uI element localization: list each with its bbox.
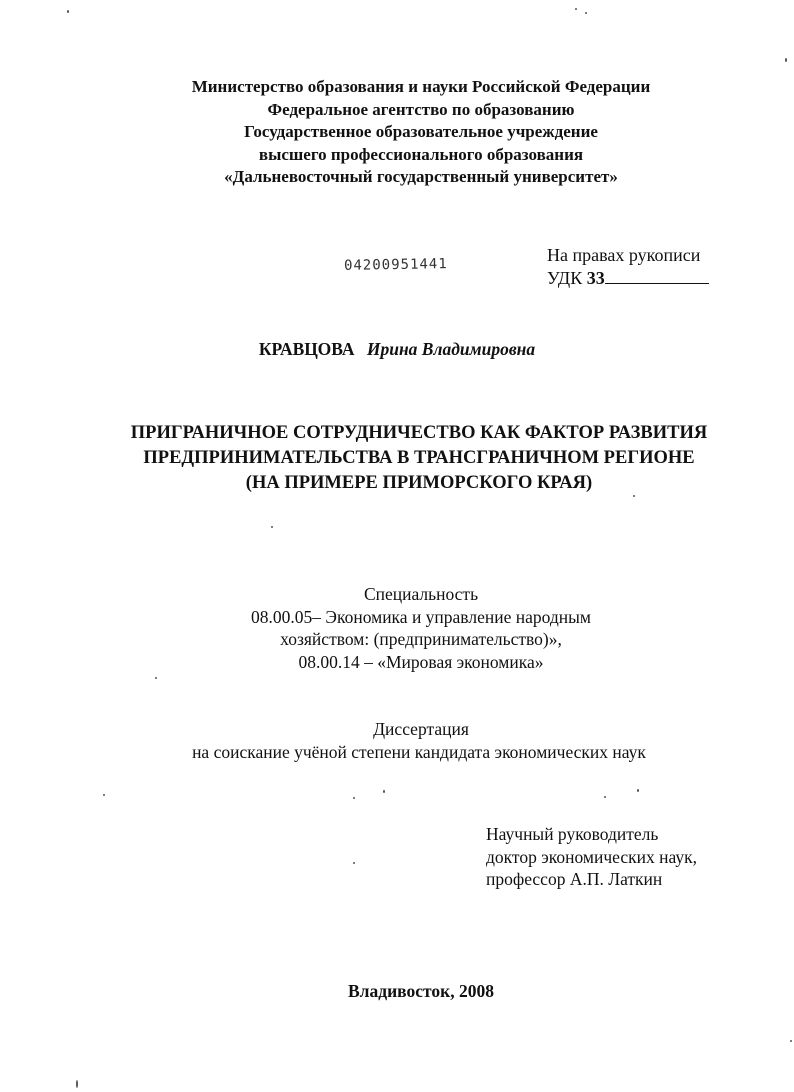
title-line-1: ПРИГРАНИЧНОЕ СОТРУДНИЧЕСТВО КАК ФАКТОР РАЗВИТИЯ <box>130 423 708 443</box>
scan-speck <box>604 796 606 798</box>
author-given-names: Ирина Владимировна <box>366 339 536 359</box>
scan-speck <box>575 8 577 10</box>
specialty-line-1: 08.00.05– Экономика и управление народным <box>251 606 591 627</box>
header-line-agency: Федеральное агентство по образованию <box>267 99 575 119</box>
scan-speck <box>633 495 635 497</box>
author-surname: КРАВЦОВА <box>258 339 355 359</box>
footer-place-year: Владивосток, 2008 <box>348 981 494 1001</box>
rights-label: На правах рукописи <box>547 245 701 265</box>
scientific-advisor <box>486 823 697 891</box>
specialty-line-3: 08.00.14 – «Мировая экономика» <box>298 651 544 672</box>
header-line-education-level: высшего профессионального образования <box>258 144 584 164</box>
scan-speck <box>585 12 587 14</box>
scan-speck <box>67 10 69 13</box>
udk-number: 33 <box>586 268 605 288</box>
institution-header <box>0 76 794 189</box>
advisor-role: Научный руководитель <box>486 824 659 844</box>
scan-speck <box>155 677 157 679</box>
inventory-number: 04200951441 <box>343 256 448 274</box>
header-line-ministry: Министерство образования и науки Российской Федерации <box>191 77 651 96</box>
scan-speck <box>637 789 639 792</box>
header-line-institution-type: Государственное образовательное учреждение <box>244 122 598 141</box>
scan-speck <box>353 862 355 864</box>
scan-speck <box>103 794 105 796</box>
advisor-name: профессор А.П. Латкин <box>486 869 663 889</box>
specialty-line-2: хозяйством: (предпринимательство)», <box>280 629 562 649</box>
udk-line <box>547 267 709 290</box>
specialty-block <box>0 583 794 673</box>
title-line-3: (НА ПРИМЕРЕ ПРИМОРСКОГО КРАЯ) <box>245 473 593 493</box>
specialty-heading: Специальность <box>363 584 479 604</box>
manuscript-rights <box>547 244 709 290</box>
dissertation-title <box>0 421 794 496</box>
place-and-year <box>0 981 794 1002</box>
scan-speck <box>383 790 385 793</box>
udk-blank-line <box>605 268 709 284</box>
udk-label: УДК <box>547 268 583 288</box>
scan-speck <box>785 58 787 62</box>
scan-speck <box>353 797 355 799</box>
author-name <box>0 339 794 360</box>
dissertation-block <box>0 718 794 763</box>
advisor-degree: доктор экономических наук, <box>486 846 697 867</box>
header-line-university: «Дальневосточный государственный университет» <box>224 167 618 186</box>
title-line-2: ПРЕДПРИНИМАТЕЛЬСТВА В ТРАНСГРАНИЧНОМ РЕГИОНЕ <box>143 448 695 468</box>
scan-speck <box>76 1080 78 1088</box>
scan-speck <box>271 526 273 528</box>
dissertation-heading: Диссертация <box>373 719 469 739</box>
dissertation-subtitle: на соискание учёной степени кандидата экономических наук <box>192 741 646 762</box>
scan-speck <box>790 1040 792 1042</box>
